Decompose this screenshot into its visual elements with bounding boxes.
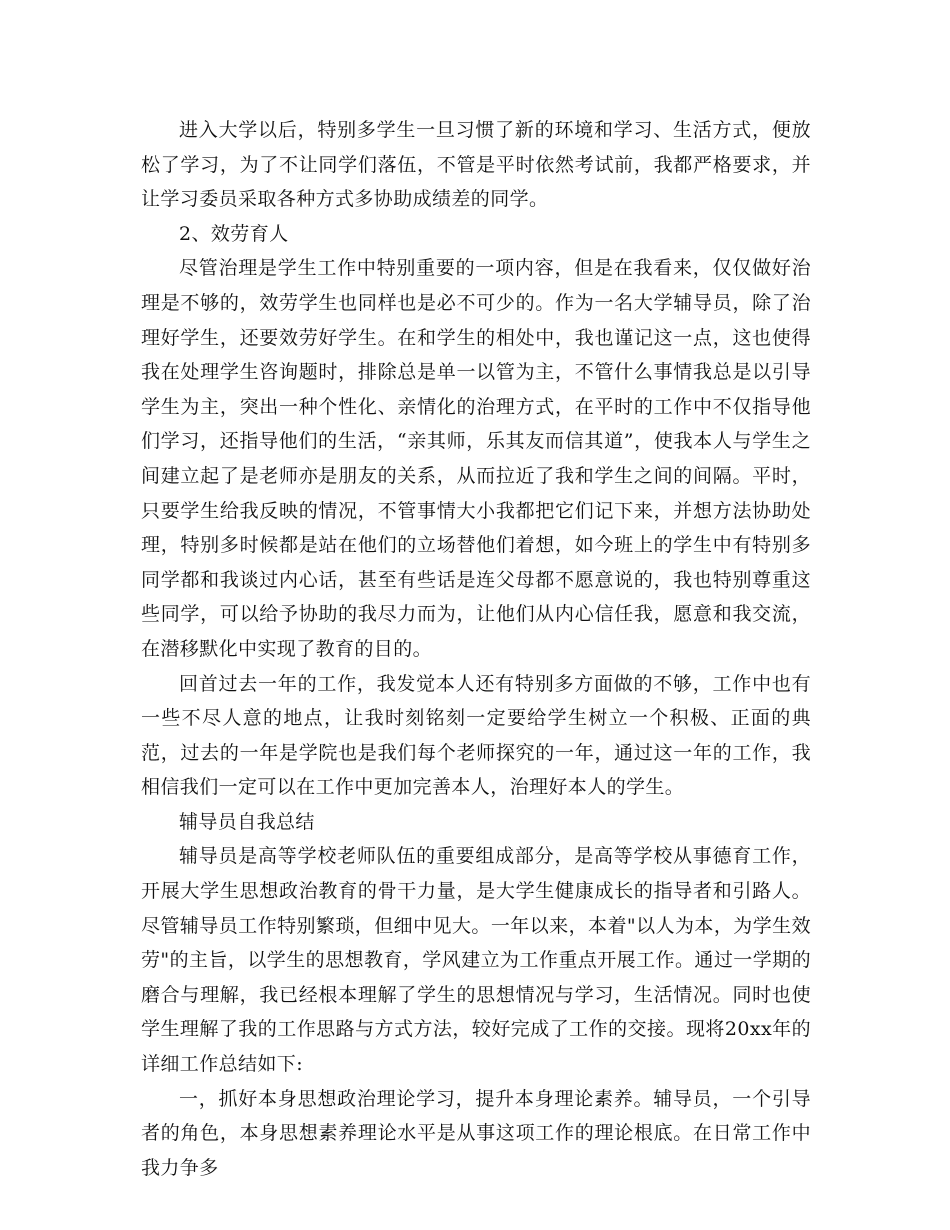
paragraph-theory-study: 一，抓好本身思想政治理论学习，提升本身理论素养。辅导员，一个引导者的角色，本身思想素养理论水平是从事这项工作的理论根底。在日常工作中我力争多 <box>141 1087 811 1179</box>
heading-self-summary: 辅导员自我总结 <box>179 810 315 833</box>
heading-service: 2、效劳育人 <box>179 222 289 245</box>
paragraph-review: 回首过去一年的工作，我发觉本人还有特别多方面做的不够，工作中也有一些不尽人意的地点，让我时刻铭刻一定要给学生树立一个积极、正面的典范，过去的一年是学院也是我们每个老师探究的一年，通过这一年的工作，我相信我们一定可以在工作中更加完善本人，治理好本人的学生。 <box>141 672 811 799</box>
paragraph-study: 进入大学以后，特别多学生一旦习惯了新的环境和学习、生活方式，便放松了学习，为了不让同学们落伍，不管是平时依然考试前，我都严格要求，并让学习委员采取各种方式多协助成绩差的同学。 <box>141 119 811 211</box>
document-body <box>141 113 811 1185</box>
paragraph-counselor-role: 辅导员是高等学校老师队伍的重要组成部分，是高等学校从事德育工作，开展大学生思想政治教育的骨干力量，是大学生健康成长的指导者和引路人。尽管辅导员工作特别繁琐，但细中见大。一年以来，本着"以人为本，为学生效劳"的主旨，以学生的思想教育，学风建立为工作重点开展工作。通过一学期的磨合与理解，我已经根本理解了学生的思想情况与学习，生活情况。同时也使学生理解了我的工作思路与方式方法，较好完成了工作的交接。现将20xx年的详细工作总结如下: <box>141 845 811 1076</box>
paragraph-service: 尽管治理是学生工作中特别重要的一项内容，但是在我看来，仅仅做好治理是不够的，效劳学生也同样也是必不可少的。作为一名大学辅导员，除了治理好学生，还要效劳好学生。在和学生的相处中，我也谨记这一点，这也使得我在处理学生咨询题时，排除总是单一以管为主，不管什么事情我总是以引导学生为主，突出一种个性化、亲情化的治理方式，在平时的工作中不仅指导他们学习，还指导他们的生活，“亲其师，乐其友而信其道”，使我本人与学生之间建立起了是老师亦是朋友的关系，从而拉近了我和学生之间的间隔。平时，只要学生给我反映的情况，不管事情大小我都把它们记下来，并想方法协助处理，特别多时候都是站在他们的立场替他们着想，如今班上的学生中有特别多同学都和我谈过内心话，甚至有些话是连父母都不愿意说的，我也特别尊重这些同学，可以给予协助的我尽力而为，让他们从内心信任我，愿意和我交流，在潜移默化中实现了教育的目的。 <box>141 257 811 660</box>
